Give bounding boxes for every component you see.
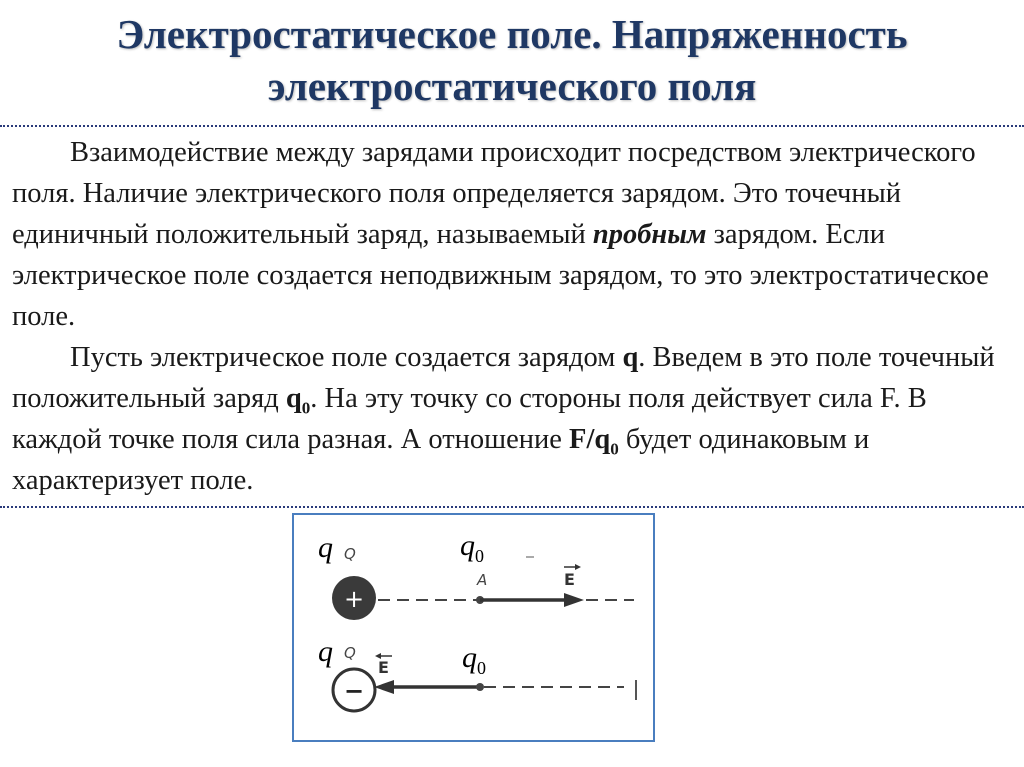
slide-title <box>0 8 1024 112</box>
point-letter: A <box>477 571 488 589</box>
paragraph-2-text-c: . На эту точку со стороны поля действует сила F. В каждой точке поля сила разная. А отношение <box>12 383 927 455</box>
field-label-top: E <box>564 570 575 589</box>
charge-q-symbol: q <box>622 342 639 373</box>
minus-sign: − <box>343 677 365 705</box>
plus-sign: + <box>343 585 365 613</box>
field-label-bottom: E <box>378 658 389 677</box>
body-text <box>12 132 1012 501</box>
arrowhead-left-icon <box>374 680 394 694</box>
charge-letter-top: Q <box>344 545 356 563</box>
field-diagram <box>292 513 655 742</box>
paragraph-1-text-b: зарядом. Если электрическое поле создается неподвижным зарядом, то это электростатическое поле. <box>12 219 989 332</box>
paragraph-2-text-b: . Введем в это поле точечный положительный заряд <box>12 342 995 414</box>
test-point-bottom <box>476 683 484 691</box>
paragraph-2 <box>12 337 1012 501</box>
title-line-2: электростатического поля <box>267 63 757 109</box>
paragraph-2-text-d: будет одинаковым и характеризует поле. <box>12 424 870 496</box>
paragraph-2-text-a: Пусть электрическое поле создается зарядом <box>70 342 623 373</box>
label-q-top: q <box>318 531 333 564</box>
charge-q0-symbol: $q_0$ <box>285 383 311 418</box>
ratio-symbol: $F/q_0$ <box>569 424 619 459</box>
title-line-1: Электростатическое поле. Напряженность <box>116 11 908 57</box>
charge-letter-bottom: Q <box>344 644 356 662</box>
label-q-bottom: q <box>318 635 333 668</box>
label-q0-bottom: $q_0$ <box>462 641 486 678</box>
arrowhead-right-icon <box>564 593 584 607</box>
top-divider <box>0 125 1024 127</box>
paragraph-1 <box>12 132 1012 337</box>
vector-arrow-top-icon <box>575 564 581 570</box>
paragraph-1-text-a: Взаимодействие между зарядами происходит посредством электрического поля. Наличие электрического поля определяется зарядом. Это точечный единичный положительный заряд, называемый <box>12 137 976 250</box>
probe-charge-term: пробным <box>592 219 707 250</box>
label-q0-top: $q_0$ <box>460 529 484 566</box>
bottom-divider <box>0 506 1024 508</box>
